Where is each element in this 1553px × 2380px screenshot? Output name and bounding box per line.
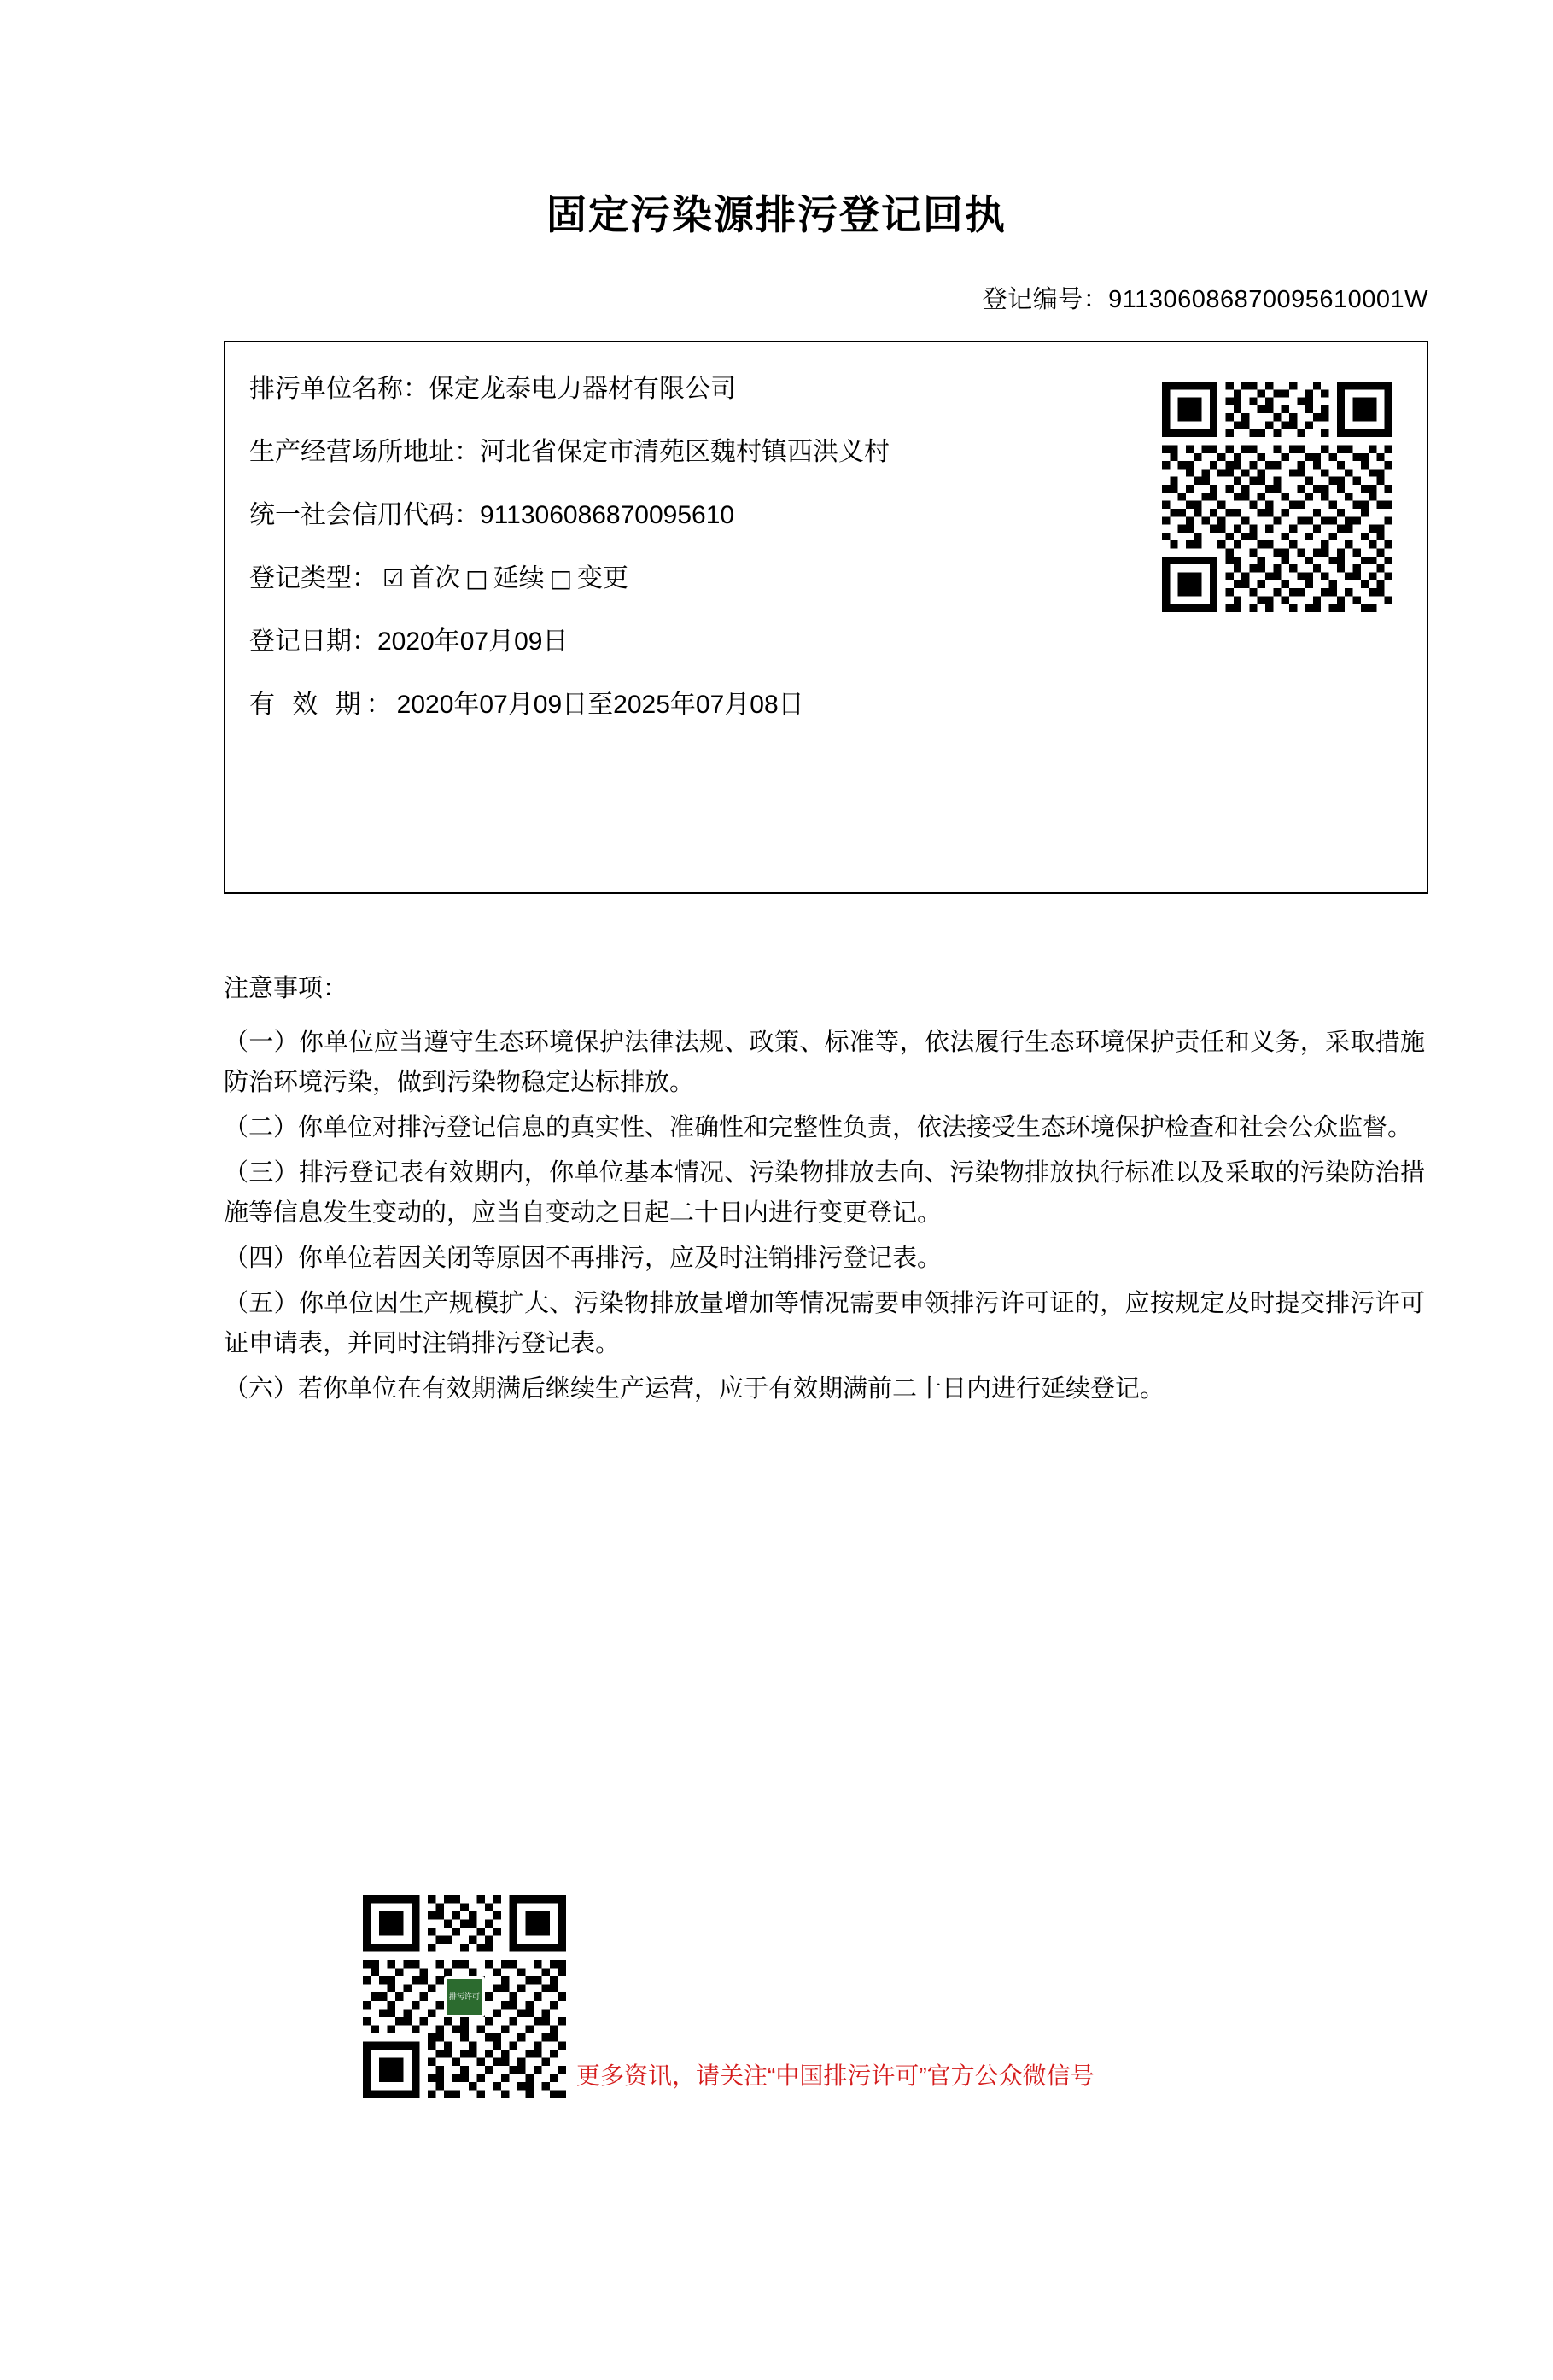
note-item: （三）排污登记表有效期内，你单位基本情况、污染物排放去向、污染物排放执行标准以及采取的污染防治措施等信息发生变动的，应当自变动之日起二十日内进行变更登记。 — [224, 1158, 1425, 1227]
valid-period-row — [249, 692, 1427, 755]
valid-period-label: 有 效 期： — [249, 691, 397, 719]
qr-code-icon — [1162, 382, 1392, 612]
checkbox-change[interactable]: □ — [549, 564, 573, 592]
footer-section — [0, 1895, 1553, 2151]
checkbox-renewal-label: 延续 — [493, 564, 545, 592]
checkbox-change-label: 变更 — [577, 564, 629, 592]
registration-number: 登记编号：911306086870095610001W — [982, 286, 1428, 313]
wechat-qr-wrapper — [363, 1895, 566, 2098]
notes-title: 注意事项： — [224, 975, 348, 1002]
note-item: （五）你单位因生产规模扩大、污染物排放量增加等情况需要申领排污许可证的，应按规定及时提交排污许可证申请表，并同时注销排污登记表。 — [224, 1289, 1425, 1357]
promo-text: 更多资讯，请关注“中国排污许可”官方公众微信号 — [576, 2062, 1095, 2089]
address-value: 河北省保定市清苑区魏村镇西洪义村 — [480, 438, 890, 466]
note-item: （一）你单位应当遵守生态环境保护法律法规、政策、标准等，依法履行生态环境保护责任和义务，采取措施防治环境污染，做到污染物稳定达标排放。 — [224, 1029, 1425, 1096]
address-label: 生产经营场所地址： — [249, 438, 480, 466]
valid-period-value: 2020年07月09日至2025年07月08日 — [396, 691, 804, 719]
document-page — [0, 184, 1553, 2380]
note-item: （二）你单位对排污登记信息的真实性、准确性和完整性负责，依法接受生态环境保护检查和社会公众监督。 — [224, 1113, 1413, 1141]
registration-date-value: 2020年07月09日 — [377, 627, 569, 656]
note-item: （六）若你单位在有效期满后继续生产运营，应于有效期满前二十日内进行延续登记。 — [224, 1374, 1165, 1403]
checkbox-renewal[interactable]: □ — [465, 564, 488, 592]
unit-name-value: 保定龙泰电力器材有限公司 — [429, 375, 736, 403]
registration-date-label: 登记日期： — [249, 627, 377, 656]
credit-code-value: 911306086870095610 — [480, 501, 735, 529]
notes-section — [224, 969, 1425, 1409]
wechat-account-logo: 排污许可 — [444, 1976, 485, 2017]
registration-type-label: 登记类型： — [249, 564, 377, 592]
credit-code-label: 统一社会信用代码： — [249, 501, 480, 529]
checkbox-first-time-label: 首次 — [409, 564, 461, 592]
note-item: （四）你单位若因关闭等原因不再排污，应及时注销排污登记表。 — [224, 1244, 943, 1272]
registration-info-box — [224, 341, 1428, 894]
page-title: 固定污染源排污登记回执 — [546, 192, 1007, 239]
unit-name-label: 排污单位名称： — [249, 375, 429, 403]
checkbox-first-time[interactable]: ☑ — [382, 564, 405, 592]
registration-date-row — [249, 629, 1427, 692]
